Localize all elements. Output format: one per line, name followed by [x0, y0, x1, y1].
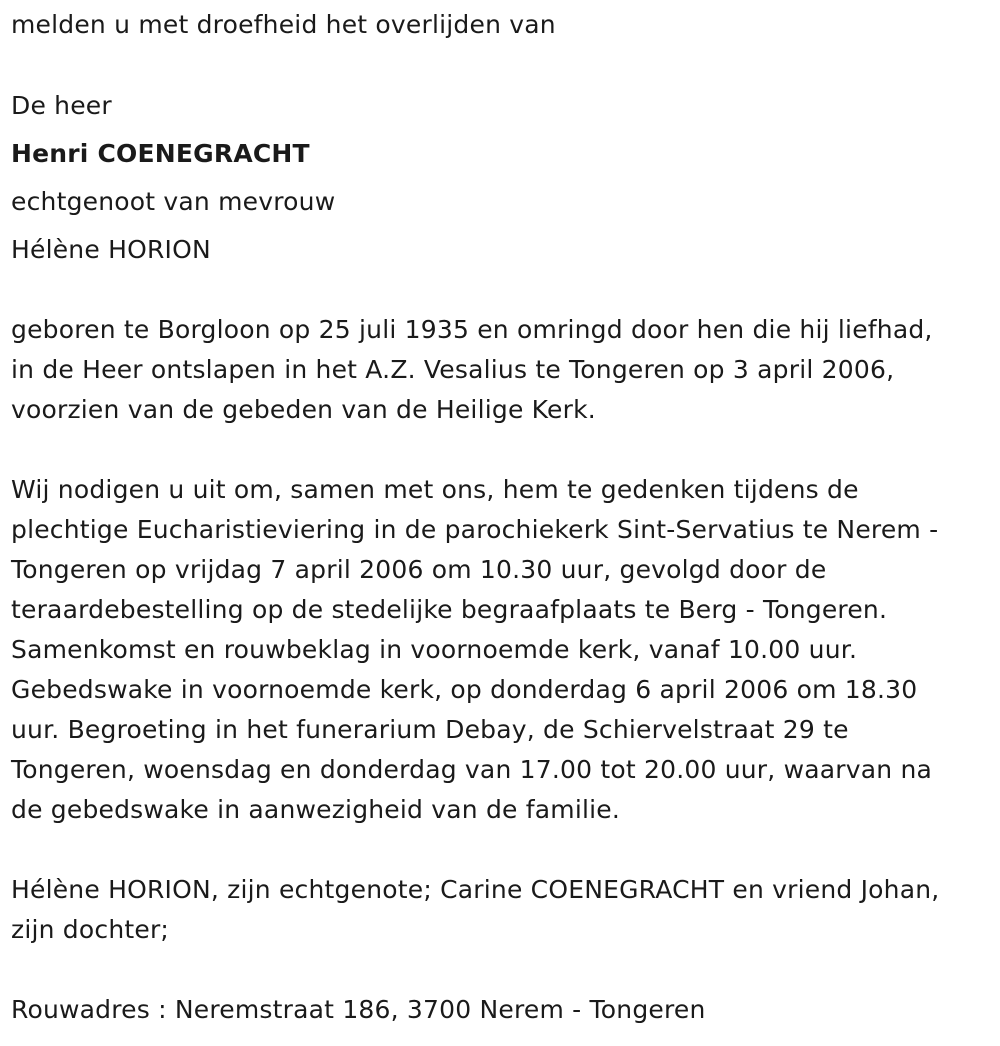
paragraph-line: de gebedswake in aanwezigheid van de familie.: [11, 795, 620, 824]
paragraph-line: Samenkomst en rouwbeklag in voornoemde kerk, vanaf 10.00 uur.: [11, 635, 858, 664]
honorific-title: De heer: [11, 91, 112, 120]
address-line: Rouwadres : Neremstraat 186, 3700 Nerem - Tongeren: [11, 995, 706, 1024]
paragraph-line: geboren te Borgloon op 25 juli 1935 en omringd door hen die hij liefhad,: [11, 315, 933, 344]
birth-paragraph: [11, 310, 933, 430]
paragraph-line: plechtige Eucharistieviering in de parochiekerk Sint-Servatius te Nerem -: [11, 515, 939, 544]
paragraph-line: in de Heer ontslapen in het A.Z. Vesalius te Tongeren op 3 april 2006,: [11, 355, 895, 384]
deceased-name: Henri COENEGRACHT: [11, 139, 310, 168]
spouse-label: echtgenoot van mevrouw: [11, 187, 336, 216]
paragraph-line: Tongeren op vrijdag 7 april 2006 om 10.30 uur, gevolgd door de: [11, 555, 827, 584]
family-paragraph: [11, 870, 939, 950]
paragraph-line: Gebedswake in voornoemde kerk, op donderdag 6 april 2006 om 18.30: [11, 675, 918, 704]
paragraph-line: zijn dochter;: [11, 915, 170, 944]
paragraph-line: teraardebestelling op de stedelijke begraafplaats te Berg - Tongeren.: [11, 595, 888, 624]
paragraph-line: voorzien van de gebeden van de Heilige Kerk.: [11, 395, 596, 424]
service-paragraph: [11, 470, 938, 830]
spouse-name: Hélène HORION: [11, 235, 211, 264]
intro-text: melden u met droefheid het overlijden van: [11, 10, 556, 39]
paragraph-line: Hélène HORION, zijn echtgenote; Carine COENEGRACHT en vriend Johan,: [11, 875, 940, 904]
paragraph-line: Wij nodigen u uit om, samen met ons, hem te gedenken tijdens de: [11, 475, 859, 504]
paragraph-line: Tongeren, woensdag en donderdag van 17.00 tot 20.00 uur, waarvan na: [11, 755, 933, 784]
paragraph-line: uur. Begroeting in het funerarium Debay, de Schiervelstraat 29 te: [11, 715, 849, 744]
mourning-address: [11, 990, 706, 1030]
